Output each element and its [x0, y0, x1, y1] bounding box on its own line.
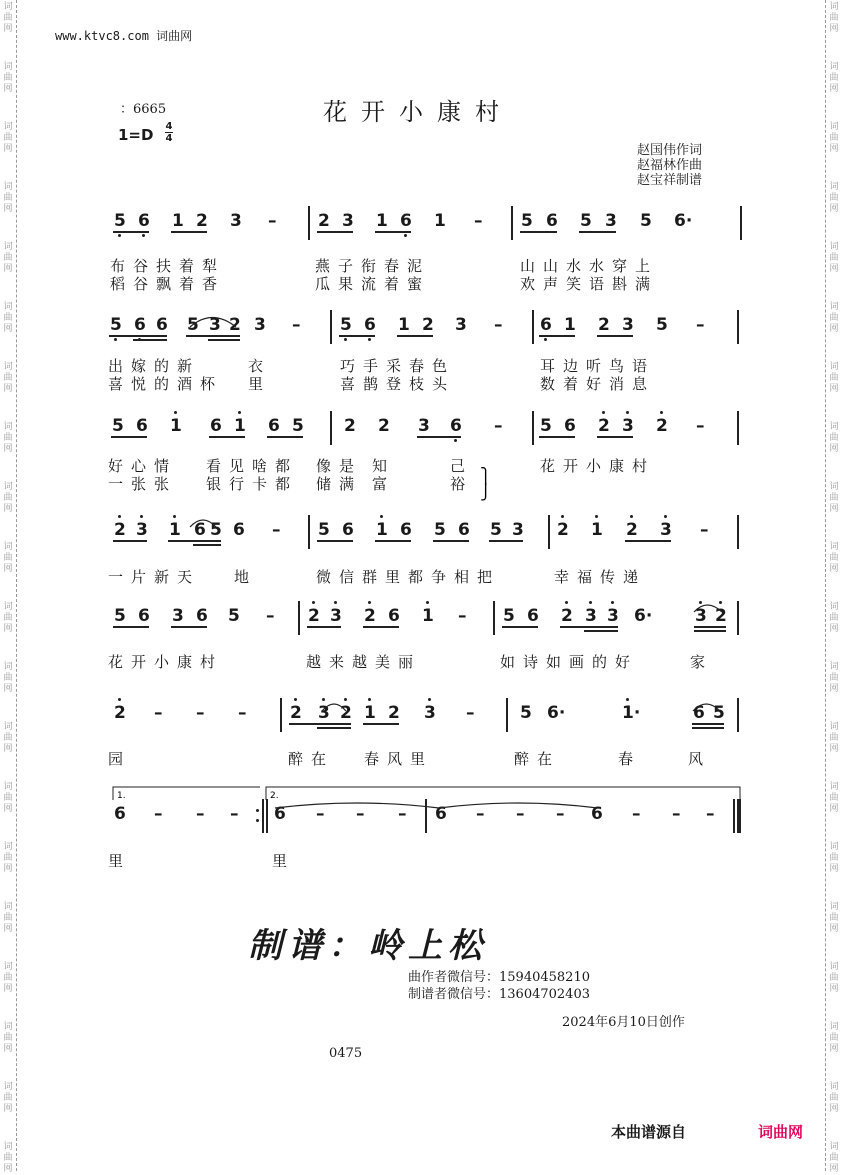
- watermark-text: 词 曲 网: [829, 1142, 839, 1174]
- note: 6: [435, 804, 447, 824]
- rest-dash: –: [700, 520, 709, 540]
- lyric-line-1: 醉在: [288, 750, 335, 768]
- note: 3: [418, 416, 430, 436]
- watermark-text: 词 曲 网: [829, 242, 839, 274]
- note: 2: [290, 703, 302, 723]
- key-signature: 1=D: [118, 126, 154, 144]
- watermark-text: 词 曲 网: [3, 182, 13, 214]
- note: 1·: [622, 703, 641, 723]
- note: 3: [172, 606, 184, 626]
- note: 6: [693, 703, 705, 723]
- time-bottom: 4: [165, 133, 173, 144]
- site-url[interactable]: www.ktvc8.com 词曲网: [55, 29, 193, 43]
- note: 3: [136, 520, 148, 540]
- note: 2: [388, 703, 400, 723]
- note: 5: [490, 520, 502, 540]
- tie: [190, 318, 236, 328]
- watermark-text: 词 曲 网: [3, 662, 13, 694]
- note: 3: [605, 211, 617, 231]
- rest-dash: –: [632, 804, 641, 824]
- lyric-line-1: 幸福传递: [554, 568, 647, 586]
- note: 3: [424, 703, 436, 723]
- lyric-line-2: 富: [372, 475, 396, 493]
- note: 5: [114, 606, 126, 626]
- note: 6: [400, 211, 412, 231]
- note: 1: [376, 520, 388, 540]
- note: 1: [434, 211, 446, 231]
- note: 2: [308, 606, 320, 626]
- lyric-line-2: 里: [248, 375, 272, 393]
- song-code: ：6665: [120, 102, 167, 117]
- note: 2: [229, 315, 241, 335]
- lyric-bracket: ⎫: [480, 467, 492, 485]
- note: 6: [564, 416, 576, 436]
- note: 5: [114, 211, 126, 231]
- tie: [693, 704, 720, 711]
- composer-credit: 赵福林作曲: [637, 158, 703, 173]
- watermark-text: 词 曲 网: [3, 1142, 13, 1174]
- lyric-line-2: 一张张: [108, 475, 178, 493]
- note: 2: [715, 606, 727, 626]
- lyric-line-1: 好心情: [108, 457, 178, 475]
- rest-dash: –: [230, 804, 239, 824]
- watermark-text: 词 曲 网: [3, 782, 13, 814]
- watermark-text: 词 曲 网: [3, 302, 13, 334]
- lyric-line-1: 花开小康村: [540, 457, 656, 475]
- note: 2: [656, 416, 668, 436]
- note: 5: [503, 606, 515, 626]
- watermark-text: 词 曲 网: [829, 782, 839, 814]
- rest-dash: –: [238, 703, 247, 723]
- note: 3: [512, 520, 524, 540]
- rest-dash: –: [672, 804, 681, 824]
- volta-1-label: 1.: [117, 791, 126, 801]
- note: 6: [210, 416, 222, 436]
- lyric-line-2: 数着好消息: [540, 375, 656, 393]
- lyric-line-1: 园: [108, 750, 132, 768]
- note: 1: [172, 211, 184, 231]
- note: 6: [138, 211, 150, 231]
- lyric-line-1: 越来越美丽: [306, 653, 422, 671]
- rest-dash: –: [494, 315, 503, 335]
- note: 3: [455, 315, 467, 335]
- note: 3: [209, 315, 221, 335]
- note: 3: [230, 211, 242, 231]
- lyric-line-1: 如诗如画的好: [500, 653, 639, 671]
- note: 6: [591, 804, 603, 824]
- note: 6: [114, 804, 126, 824]
- note: 6: [527, 606, 539, 626]
- note: 1: [364, 703, 376, 723]
- note: 5: [110, 315, 122, 335]
- rest-dash: –: [266, 606, 275, 626]
- watermark-text: 词 曲 网: [3, 1022, 13, 1054]
- watermark-text: 词 曲 网: [3, 122, 13, 154]
- note: 5: [540, 416, 552, 436]
- rest-dash: –: [196, 804, 205, 824]
- footer-code: 0475: [329, 1046, 363, 1061]
- note: 5: [228, 606, 240, 626]
- rest-dash: –: [292, 315, 301, 335]
- lyric-line-2: 银行卡都: [206, 475, 299, 493]
- lyric-line-2: 欢声笑语斟满: [520, 275, 659, 293]
- watermark-text: 词 曲 网: [3, 902, 13, 934]
- lyric-line-1: 醉在: [514, 750, 561, 768]
- note: 3: [622, 315, 634, 335]
- rest-dash: –: [476, 804, 485, 824]
- note: 3: [622, 416, 634, 436]
- watermark-text: 词 曲 网: [829, 1082, 839, 1114]
- watermark-text: 词 曲 网: [829, 422, 839, 454]
- note: 6: [342, 520, 354, 540]
- watermark-text: 词 曲 网: [3, 962, 13, 994]
- watermark-text: 词 曲 网: [829, 722, 839, 754]
- rest-dash: –: [356, 804, 365, 824]
- watermark-text: 词 曲 网: [829, 842, 839, 874]
- lyric-line-1: 春风里: [364, 750, 434, 768]
- watermark-text: 词 曲 网: [3, 482, 13, 514]
- rest-dash: –: [556, 804, 565, 824]
- note: 2: [114, 520, 126, 540]
- note: 1: [398, 315, 410, 335]
- note: 2: [598, 416, 610, 436]
- note: 5: [656, 315, 668, 335]
- note: 3: [607, 606, 619, 626]
- arranger-credit: 赵宝祥制谱: [637, 173, 703, 188]
- lyric-line-1: 布谷扶着犁: [110, 257, 226, 275]
- note: 6: [274, 804, 286, 824]
- watermark-text: 词 曲 网: [829, 962, 839, 994]
- rest-dash: –: [154, 703, 163, 723]
- rest-dash: –: [272, 520, 281, 540]
- watermark-text: 词 曲 网: [3, 362, 13, 394]
- note: 2: [598, 315, 610, 335]
- watermark-text: 词 曲 网: [3, 242, 13, 274]
- note: 6: [194, 520, 206, 540]
- watermark-text: 词 曲 网: [829, 482, 839, 514]
- watermark-text: 词 曲 网: [829, 122, 839, 154]
- note: 6: [458, 520, 470, 540]
- volta-2-label: 2.: [270, 791, 279, 801]
- watermark-text: 词 曲 网: [3, 602, 13, 634]
- lyric-line-2: 裕: [450, 475, 474, 493]
- rest-dash: –: [316, 804, 325, 824]
- maker-signature: 制谱：岭上松: [248, 926, 488, 966]
- lyric-line-1: 知: [372, 457, 396, 475]
- creation-date: 2024年6月10日创作: [562, 1015, 685, 1030]
- lyric-line-1: 家: [690, 653, 714, 671]
- watermark-text: 词 曲 网: [829, 1022, 839, 1054]
- note: 1: [591, 520, 603, 540]
- lyric-line-1: 耳边听鸟语: [540, 357, 656, 375]
- watermark-text: 词 曲 网: [829, 542, 839, 574]
- volta-2: [266, 787, 740, 800]
- watermark-text: 词 曲 网: [829, 602, 839, 634]
- lyric-line-2: 瓜果流着蜜: [315, 275, 431, 293]
- note: 2: [344, 416, 356, 436]
- lyric-line-1: 一片新天: [108, 568, 201, 586]
- note: 6: [138, 606, 150, 626]
- source-site-logo[interactable]: 词曲网: [758, 1123, 804, 1141]
- rest-dash: –: [268, 211, 277, 231]
- note: 1: [169, 520, 181, 540]
- note: 6: [136, 416, 148, 436]
- note: 2: [422, 315, 434, 335]
- watermark-text: 词 曲 网: [3, 722, 13, 754]
- rest-dash: –: [474, 211, 483, 231]
- note: 3: [660, 520, 672, 540]
- rest-dash: –: [458, 606, 467, 626]
- composer-wechat: 曲作者微信号：15940458210: [408, 970, 590, 985]
- note: 5: [112, 416, 124, 436]
- tie: [694, 605, 722, 612]
- note: 6: [540, 315, 552, 335]
- note: 1: [170, 416, 182, 436]
- arranger-wechat: 制谱者微信号：13604702403: [408, 987, 590, 1002]
- note: 5: [187, 315, 199, 335]
- source-label: 本曲谱源自: [611, 1123, 687, 1141]
- note: 6: [364, 315, 376, 335]
- lyric-line-1: 燕子衔春泥: [315, 257, 431, 275]
- watermark-text: 词 曲 网: [3, 542, 13, 574]
- rest-dash: –: [398, 804, 407, 824]
- note: 3: [695, 606, 707, 626]
- note: 5: [580, 211, 592, 231]
- note: 2: [626, 520, 638, 540]
- tie: [275, 803, 439, 808]
- lyric-line-1: 看见啥都: [206, 457, 299, 475]
- note: 2: [561, 606, 573, 626]
- note: 1: [376, 211, 388, 231]
- watermark-text: 词 曲 网: [829, 2, 839, 34]
- note: 6: [450, 416, 462, 436]
- note: 5: [292, 416, 304, 436]
- volta-1: [113, 787, 260, 800]
- note: 2: [114, 703, 126, 723]
- note: 5: [713, 703, 725, 723]
- note: 1: [234, 416, 246, 436]
- note: 6: [546, 211, 558, 231]
- lyricist-credit: 赵国伟作词: [637, 143, 703, 158]
- note: 6: [268, 416, 280, 436]
- note: 2: [340, 703, 352, 723]
- watermark-text: 词 曲 网: [3, 1082, 13, 1114]
- watermark-text: 词 曲 网: [3, 2, 13, 34]
- lyric-line-1: 巧手采春色: [340, 357, 456, 375]
- lyric-line-1: 风: [688, 750, 712, 768]
- watermark-text: 词 曲 网: [3, 422, 13, 454]
- note: 6: [388, 606, 400, 626]
- note: 3: [585, 606, 597, 626]
- note: 6: [156, 315, 168, 335]
- lyric-line-1: 里: [272, 852, 296, 870]
- rest-dash: –: [696, 315, 705, 335]
- lyric-line-1: 山山水水穿上: [520, 257, 659, 275]
- note: 6: [134, 315, 146, 335]
- lyric-line-2: 喜鹊登枝头: [340, 375, 456, 393]
- lyric-line-1: 花开小康村: [108, 653, 224, 671]
- watermark-text: 词 曲 网: [829, 902, 839, 934]
- song-title: 花开小康村: [323, 98, 513, 126]
- lyric-line-2: 储满: [316, 475, 363, 493]
- lyric-bracket: ⎭: [480, 483, 492, 501]
- note: 2: [318, 211, 330, 231]
- watermark-text: 词 曲 网: [829, 362, 839, 394]
- watermark-text: 词 曲 网: [3, 842, 13, 874]
- note: 5: [521, 211, 533, 231]
- tie: [190, 520, 216, 527]
- lyric-line-1: 己: [450, 457, 474, 475]
- tie: [439, 803, 598, 808]
- watermark-text: 词 曲 网: [829, 62, 839, 94]
- rest-dash: –: [706, 804, 715, 824]
- note: 1: [564, 315, 576, 335]
- lyric-line-1: 衣: [248, 357, 272, 375]
- note: 3: [342, 211, 354, 231]
- lyric-line-2: 稻谷飘着香: [110, 275, 226, 293]
- time-top: 4: [165, 121, 173, 132]
- note: 6: [400, 520, 412, 540]
- lyric-line-1: 出嫁的新: [108, 357, 201, 375]
- note: 2: [557, 520, 569, 540]
- lyric-line-1: 像是: [316, 457, 363, 475]
- note: 3: [330, 606, 342, 626]
- note: 6: [233, 520, 245, 540]
- note: 5: [434, 520, 446, 540]
- note: 1: [422, 606, 434, 626]
- rest-dash: –: [154, 804, 163, 824]
- watermark-text: 词 曲 网: [829, 182, 839, 214]
- rest-dash: –: [696, 416, 705, 436]
- note: 6: [196, 606, 208, 626]
- tie: [322, 704, 346, 711]
- lyric-line-1: 里: [108, 852, 132, 870]
- note: 3: [318, 703, 330, 723]
- watermark-text: 词 曲 网: [829, 662, 839, 694]
- note: 2: [364, 606, 376, 626]
- lyric-line-1: 春: [618, 750, 642, 768]
- note: 2: [378, 416, 390, 436]
- watermark-text: 词 曲 网: [829, 302, 839, 334]
- rest-dash: –: [466, 703, 475, 723]
- note: 3: [254, 315, 266, 335]
- note: 6·: [547, 703, 566, 723]
- note: 5: [318, 520, 330, 540]
- rest-dash: –: [494, 416, 503, 436]
- lyric-line-1: 地: [234, 568, 258, 586]
- note: 2: [196, 211, 208, 231]
- note: 6·: [634, 606, 653, 626]
- note: 5: [520, 703, 532, 723]
- note: 6·: [674, 211, 693, 231]
- note: 5: [210, 520, 222, 540]
- lyric-line-1: 微信群里都争相把: [316, 568, 501, 586]
- note: 5: [640, 211, 652, 231]
- lyric-line-2: 喜悦的酒杯: [108, 375, 224, 393]
- watermark-text: 词 曲 网: [3, 62, 13, 94]
- rest-dash: –: [196, 703, 205, 723]
- note: 5: [340, 315, 352, 335]
- rest-dash: –: [516, 804, 525, 824]
